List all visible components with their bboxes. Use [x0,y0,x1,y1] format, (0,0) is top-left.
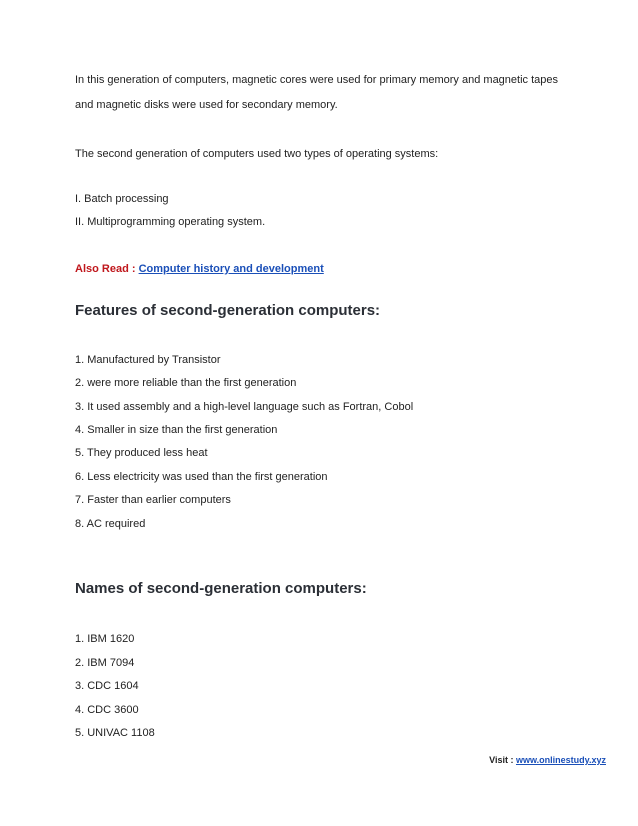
footer-visit [489,755,606,765]
os-item-batch: I. Batch processing [75,193,169,205]
feature-item-8: 8. AC required [75,518,146,530]
feature-item-5: 5. They produced less heat [75,447,208,459]
name-item-4: 4. CDC 3600 [75,704,139,716]
feature-item-6: 6. Less electricity was used than the first generation [75,471,328,483]
name-item-1: 1. IBM 1620 [75,633,135,645]
also-read-line [75,262,324,276]
names-heading: Names of second-generation computers: [75,580,367,597]
intro-line-2: and magnetic disks were used for secondary memory. [75,99,338,111]
os-item-multiprogramming: II. Multiprogramming operating system. [75,216,266,228]
also-read-separator: : [128,263,139,275]
footer-label: Visit : [489,755,516,765]
name-item-5: 5. UNIVAC 1108 [75,727,155,739]
name-item-2: 2. IBM 7094 [75,657,135,669]
name-item-3: 3. CDC 1604 [75,680,139,692]
os-sentence: The second generation of computers used two types of operating systems: [75,148,439,160]
intro-line-1: In this generation of computers, magnetic cores were used for primary memory and magnetic tapes [75,74,559,86]
also-read-label: Also Read [75,263,129,275]
feature-item-1: 1. Manufactured by Transistor [75,354,221,366]
feature-item-2: 2. were more reliable than the first generation [75,377,297,389]
features-heading: Features of second-generation computers: [75,302,381,319]
feature-item-7: 7. Faster than earlier computers [75,494,231,506]
feature-item-3: 3. It used assembly and a high-level language such as Fortran, Cobol [75,401,414,413]
footer-link[interactable]: www.onlinestudy.xyz [515,755,606,765]
feature-item-4: 4. Smaller in size than the first generation [75,424,278,436]
also-read-link[interactable]: Computer history and development [138,263,324,275]
